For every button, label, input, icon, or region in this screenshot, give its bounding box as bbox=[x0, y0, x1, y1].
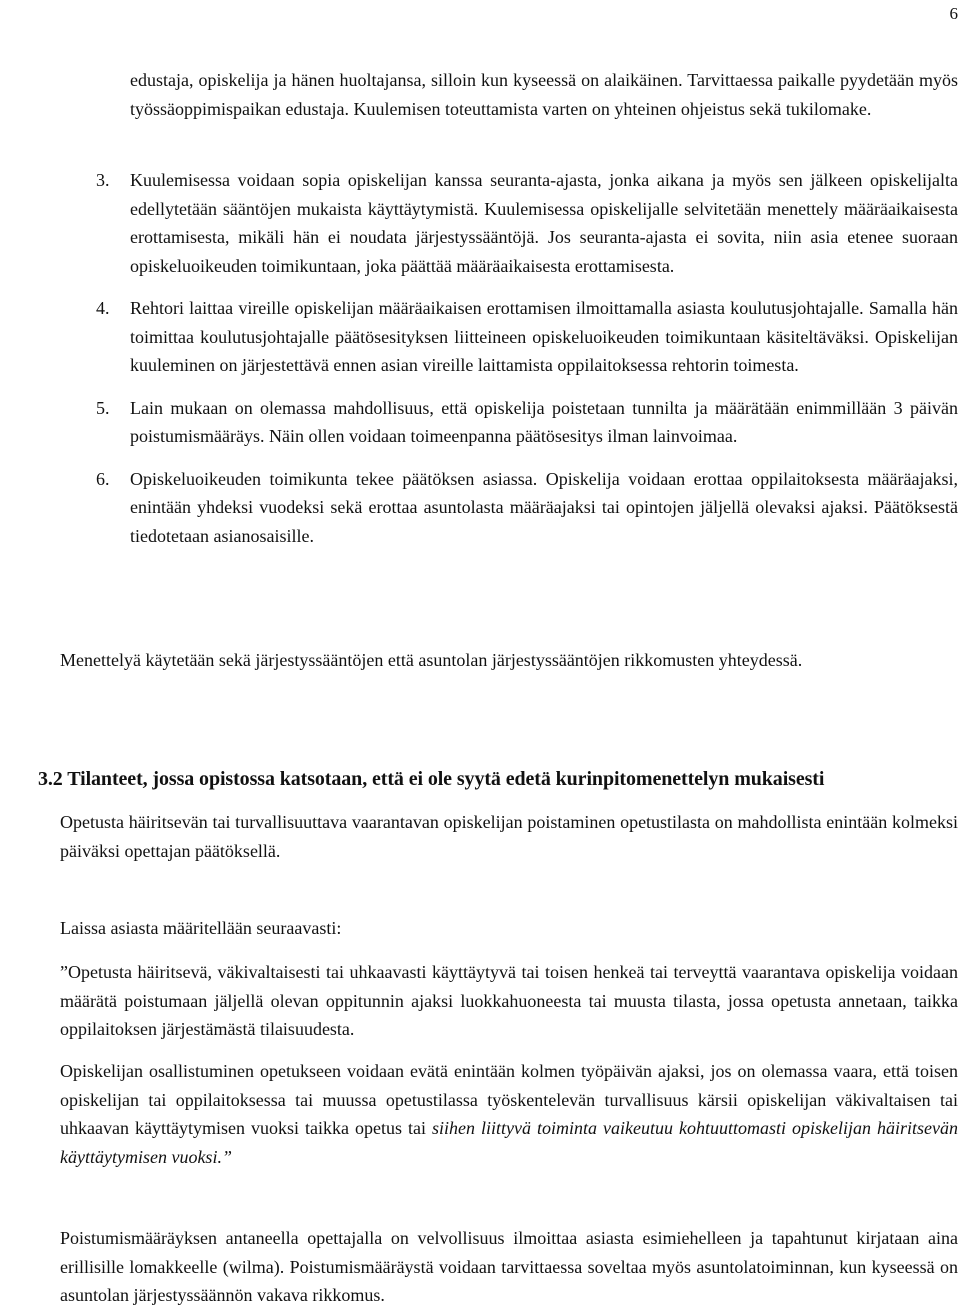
page-number: 6 bbox=[949, 4, 958, 23]
list-item-number: 4. bbox=[96, 298, 110, 318]
denial-paragraph-italic-text: siihen liittyvä toiminta vaikeutuu kohtuuttomasti opiskelijan häiritsevän käyttäytymisen vuoksi.” bbox=[60, 1118, 958, 1167]
list-item-text: Rehtori laittaa vireille opiskelijan määräaikaisen erottamisen ilmoittamalla asiasta koulutusjohtajalle. Samalla hän toimittaa koulutusjohtajalle päätösesityksen liitteineen opiskeluoikeuden toimikuntaan käsiteltäväksi. Opiskelijan kuuleminen on järjestettävä ennen asian vireille laittamista oppilaitoksessa rehtorin toimesta. bbox=[130, 298, 958, 375]
list-item-number: 5. bbox=[96, 397, 110, 418]
intro-continuation-paragraph: edustaja, opiskelija ja hänen huoltajansa, silloin kun kyseessä on alaikäinen. Tarvittaessa paikalle pyydetään myös työssäoppimispaikan edustaja. Kuulemisen toteuttamista varten on yhteinen ohjeistus sekä tukilomake. bbox=[130, 70, 958, 119]
usage-note-paragraph: Menettelyä käytetään sekä järjestyssääntöjen että asuntolan järjestyssääntöjen rikkomusten yhteydessä. bbox=[60, 650, 803, 670]
list-item-text: Lain mukaan on olemassa mahdollisuus, että opiskelija poistetaan tunnilta ja määrätään enimmillään 3 päivän poistumismääräys. Näin ollen voidaan toimeenpanna päätösesitys ilman lainvoimaa. bbox=[130, 397, 958, 446]
list-item bbox=[96, 394, 958, 451]
denial-paragraph-text: Opiskelijan osallistuminen opetukseen voidaan evätä enintään kolmen työpäivän ajaksi, jos on olemassa vaara, että toisen opiskelijan tai oppilaitoksessa tai muussa opetustilassa työskentelevän turvallisuus kärsii opiskelijan väkivaltaisen tai uhkaavan käyttäytymisen vuoksi taikka opetus tai bbox=[60, 1061, 958, 1138]
law-intro-paragraph: Laissa asiasta määritellään seuraavasti: bbox=[60, 918, 342, 938]
denial-paragraph bbox=[60, 1057, 958, 1171]
list-item bbox=[96, 465, 958, 551]
list-item bbox=[96, 166, 958, 280]
list-item-number: 3. bbox=[96, 170, 110, 190]
list-item bbox=[96, 294, 958, 380]
list-item-text: Kuulemisessa voidaan sopia opiskelijan kanssa seuranta-ajasta, jonka aikana ja myös sen jälkeen opiskelijalta edellytetään sääntöjen mukaista käyttäytymistä. Kuulemisessa opiskelijalle selvitetään menettely määräaikaisesta erottamisesta, mikäli hän ei noudata järjestyssääntöjä. Jos seuranta-ajasta ei sovita, niin asia etenee suoraan opiskeluoikeuden toimikuntaan, joka päättää määräaikaisesta erottamisesta. bbox=[130, 170, 958, 276]
removal-paragraph: Opetusta häiritsevän tai turvallisuuttava vaarantavan opiskelijan poistaminen opetustilasta on mahdollista enintään kolmeksi päiväksi opettajan päätöksellä. bbox=[60, 812, 958, 861]
section-heading: 3.2 Tilanteet, jossa opistossa katsotaan, että ei ole syytä edetä kurinpitomenettelyn mukaisesti bbox=[38, 768, 825, 790]
list-item-number: 6. bbox=[96, 468, 110, 489]
law-quote-paragraph: ”Opetusta häiritsevä, väkivaltaisesti tai uhkaavasti käyttäytyvä tai toisen henkeä tai terveyttä vaarantava opiskelija voidaan määrätä poistumaan jäljellä olevan oppitunnin ajaksi luokkahuoneesta tai muusta tilasta, jossa opetusta annetaan, taikka oppilaitoksen järjestämästä tilaisuudesta. bbox=[60, 962, 958, 1039]
list-item-text: Opiskeluoikeuden toimikunta tekee päätöksen asiassa. Opiskelija voidaan erottaa oppilaitoksesta määräajaksi, enintään yhdeksi vuodeksi sekä erottaa asuntolasta määräajaksi tai opintojen jäljellä olevaksi ajaksi. Päätöksestä tiedotetaan asianosaisille. bbox=[130, 468, 958, 546]
final-paragraph: Poistumismääräyksen antaneella opettajalla on velvollisuus ilmoittaa asiasta esimiehelleen ja tapahtunut kirjataan aina erillisille lomakkeelle (wilma). Poistumismääräystä voidaan tarvittaessa soveltaa myös asuntolatoiminnan, kun kyseessä on asuntolan järjestyssäännön vakava rikkomus. bbox=[60, 1228, 958, 1305]
procedure-list bbox=[96, 166, 958, 564]
